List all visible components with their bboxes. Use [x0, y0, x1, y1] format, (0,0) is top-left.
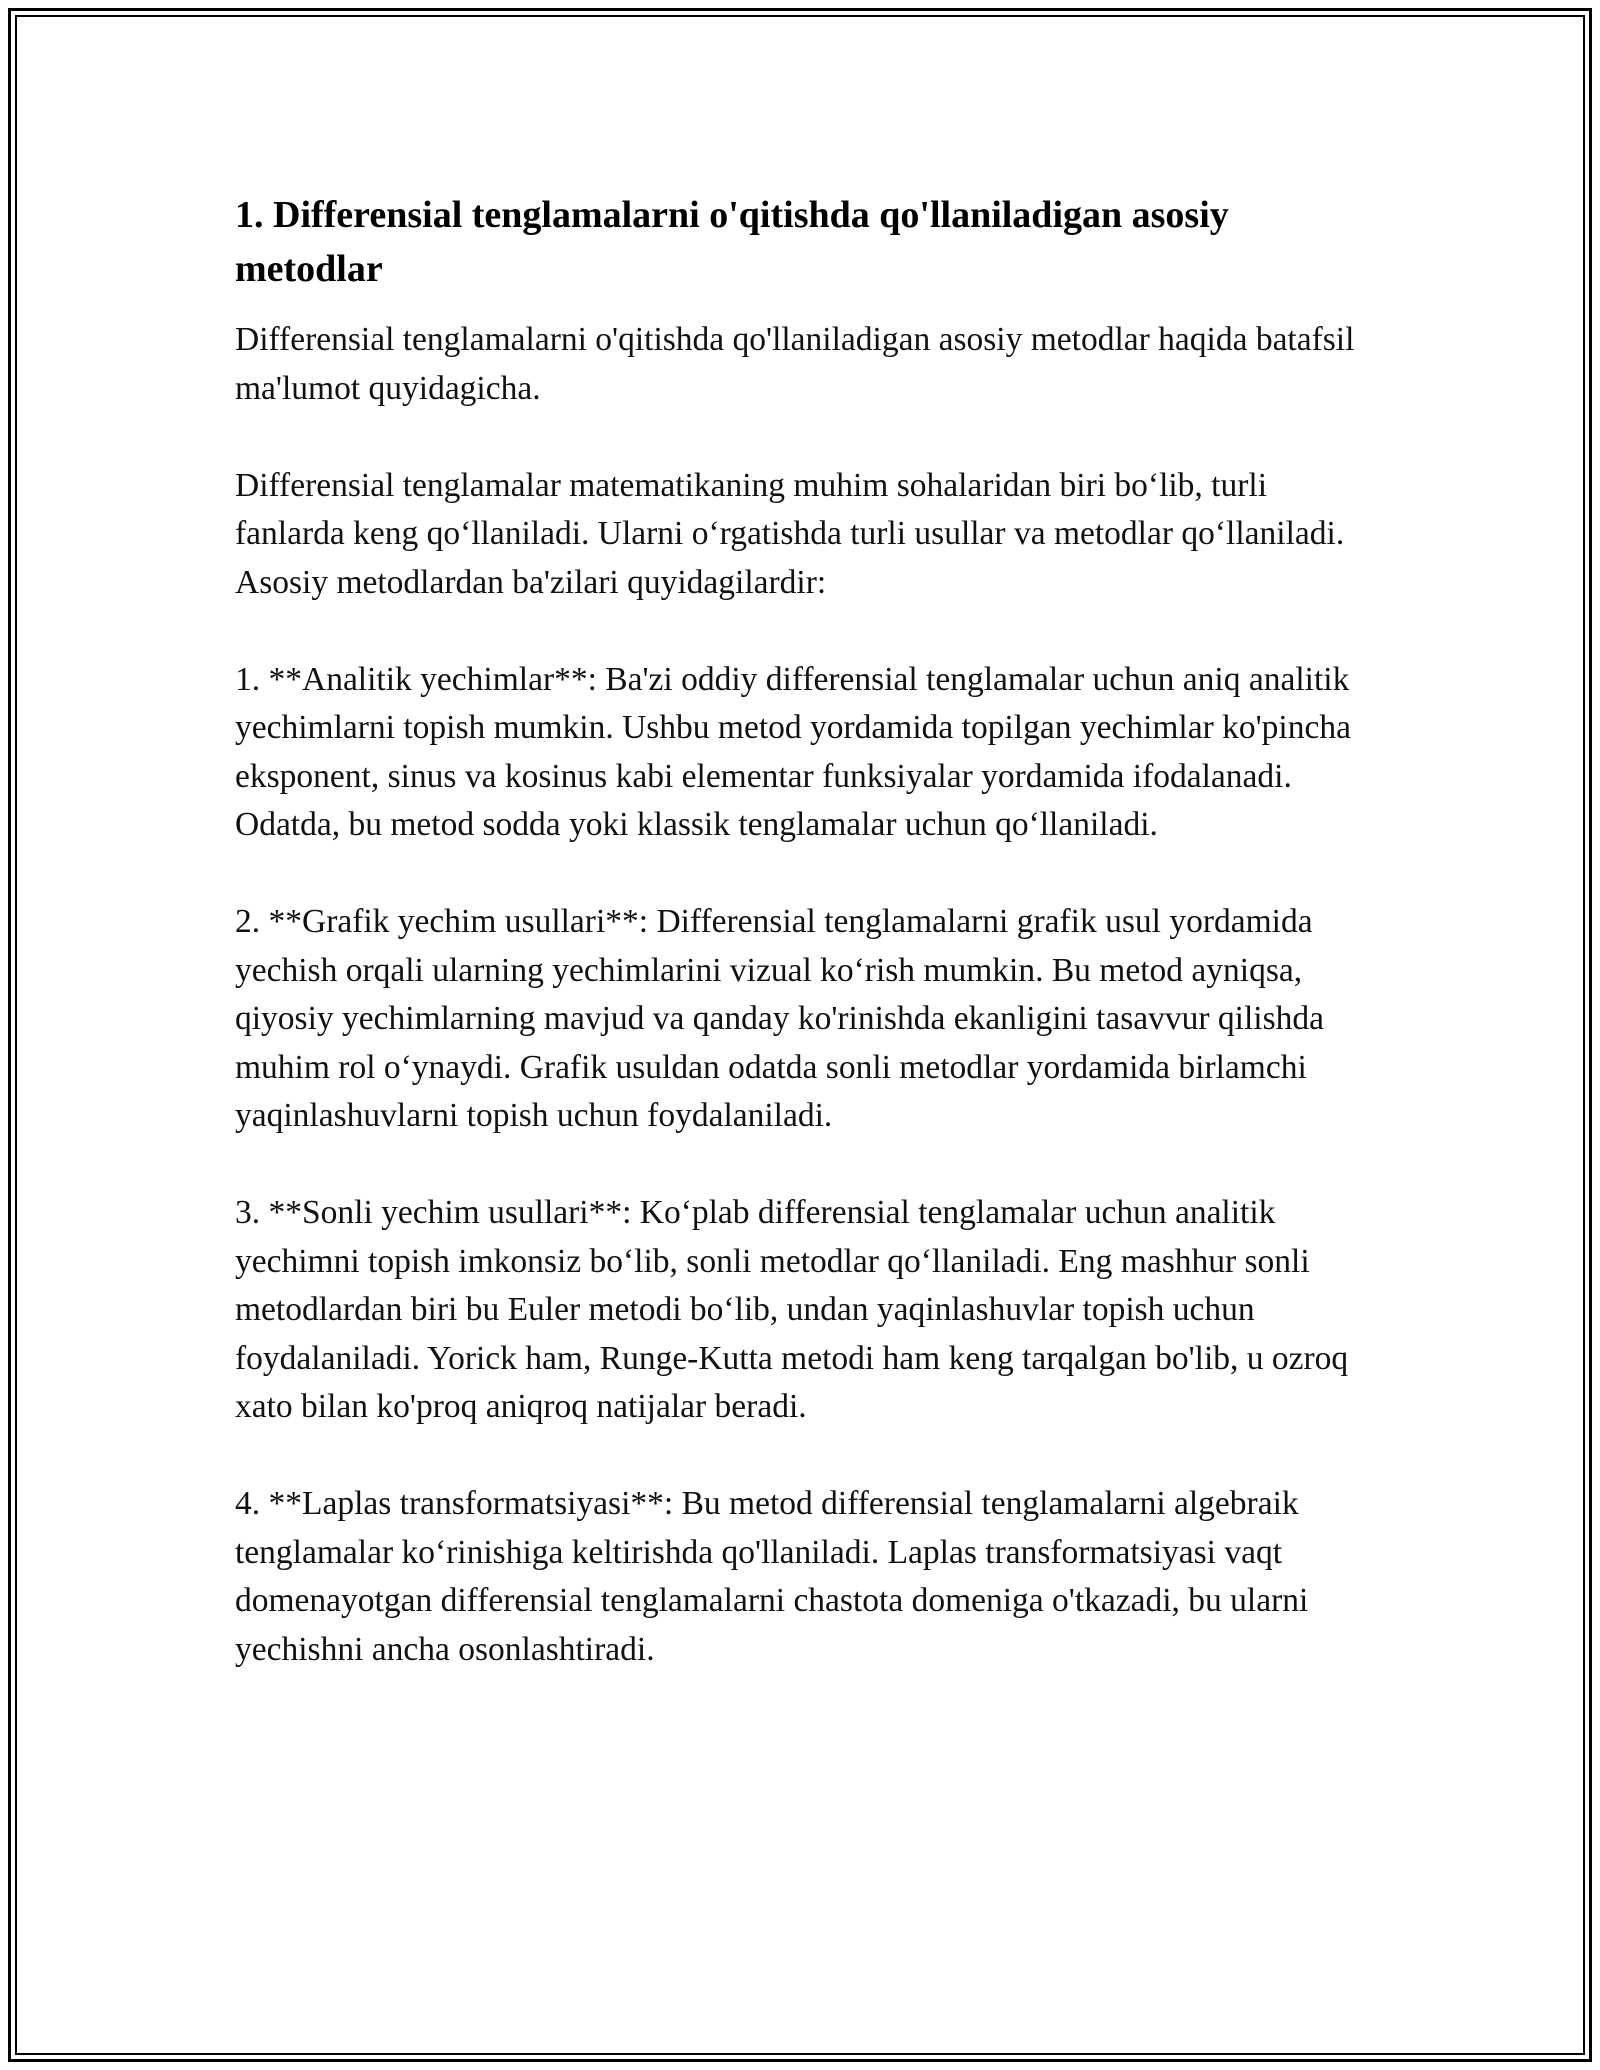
method-numeric-paragraph: 3. **Sonli yechim usullari**: Ko‘plab differensial tenglamalar uchun analitik yechimni topish imkonsiz bo‘lib, sonli metodlar qo‘llaniladi. Eng mashhur sonli metodlardan biri bu Euler metodi bo‘lib, undan yaqinlashuvlar topish uchun foydalaniladi. Yorick ham, Runge-Kutta metodi ham keng tarqalgan bo'lib, u ozroq xato bilan ko'proq aniqroq natijalar beradi.: [235, 1194, 1349, 1425]
document-title: 1. Differensial tenglamalarni o'qitishda qo'llaniladigan asosiy metodlar: [235, 194, 1229, 290]
document-body: [235, 188, 1375, 1674]
method-graphic-paragraph: 2. **Grafik yechim usullari**: Differensial tenglamalarni grafik usul yordamida yechish orqali ularning yechimlarini vizual ko‘rish mumkin. Bu metod ayniqsa, qiyosiy yechimlarning mavjud va qanday ko'rinishda ekanligini tasavvur qilishda muhim rol o‘ynaydi. Grafik usuldan odatda sonli metodlar yordamida birlamchi yaqinlashuvlarni topish uchun foydalaniladi.: [235, 903, 1324, 1134]
method-analytic-paragraph: 1. **Analitik yechimlar**: Ba'zi oddiy differensial tenglamalar uchun aniq analitik yechimlarni topish mumkin. Ushbu metod yordamida topilgan yechimlar ko'pincha eksponent, sinus va kosinus kabi elementar funksiyalar yordamida ifodalanadi. Odatda, bu metod sodda yoki klassik tenglamalar uchun qo‘llaniladi.: [235, 660, 1351, 843]
overview-paragraph: Differensial tenglamalar matematikaning muhim sohalaridan biri bo‘lib, turli fanlarda keng qo‘llaniladi. Ularni o‘rgatishda turli usullar va metodlar qo‘llaniladi. Asosiy metodlardan ba'zilari quyidagilardir:: [235, 466, 1345, 601]
method-laplace-paragraph: 4. **Laplas transformatsiyasi**: Bu metod differensial tenglamalarni algebraik tenglamalar ko‘rinishiga keltirishda qo'llaniladi. Laplas transformatsiyasi vaqt domenayotgan differensial tenglamalarni chastota domeniga o'tkazadi, bu ularni yechishni ancha osonlashtiradi.: [235, 1485, 1309, 1668]
intro-paragraph: Differensial tenglamalarni o'qitishda qo'llaniladigan asosiy metodlar haqida batafsil ma'lumot quyidagicha.: [235, 321, 1355, 407]
